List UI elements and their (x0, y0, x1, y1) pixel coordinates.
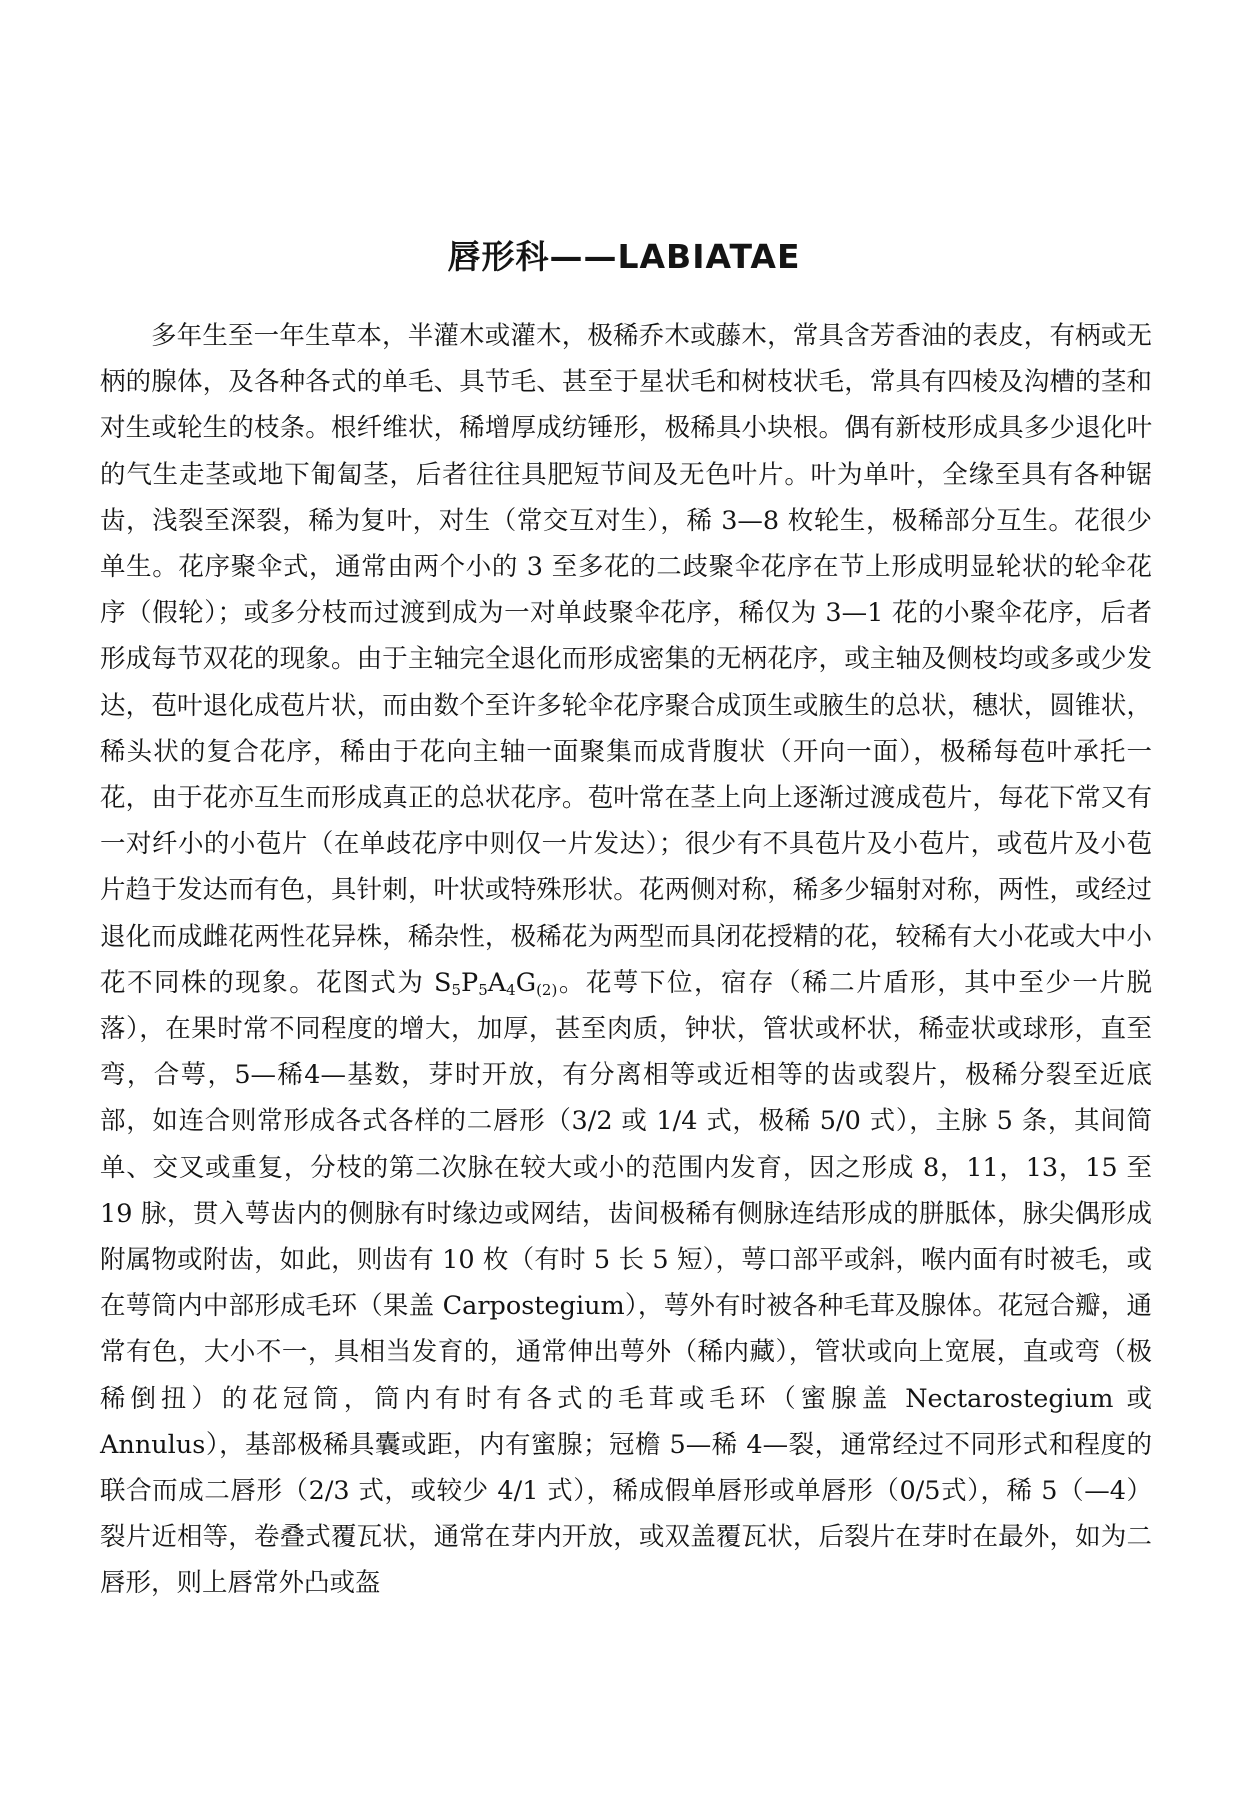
paragraph-text: P (461, 967, 479, 998)
formula-subscript: 5 (451, 980, 462, 999)
paragraph-text: 。花萼下位，宿存（稀二片盾形，其中至少一片脱落），在果时常不同程度的增大，加厚，甚至肉质，钟状，管状或杯状，稀壶状或球形，直至弯，合萼，5—稀4—基数，芽时开放，有分离相等或近相等的齿或裂片，极稀分裂至近底部，如连合则常形成各式各样的二唇形（3/2 或 1/4 式，极稀 5/0 式），主脉 5 条，其间简单、交叉或重复，分枝的第二次脉在较大或小的范围内发育，因之形成 8，11，13，15 至 19 脉，贯入萼齿内的侧脉有时缘边或网结，齿间极稀有侧脉连结形成的胼胝体，脉尖偶形成附属物或附齿，如此，则齿有 10 枚（有时 5 长 5 短），萼口部平或斜，喉内面有时被毛，或在萼筒内中部形成毛环（果盖 Carpostegium），萼外有时被各种毛茸及腺体。花冠合瓣，通常有色，大小不一，具相当发育的，通常伸出萼外（稀内藏），管状或向上宽展，直或弯（极稀倒扭）的花冠筒，筒内有时有各式的毛茸或毛环（蜜腺盖 Nectarostegium 或 Annulus），基部极稀具囊或距，内有蜜腺；冠檐 5—稀 4—裂，通常经过不同形式和程度的联合而成二唇形（2/3 式，或较少 4/1 式），稀成假单唇形或单唇形（0/5式），稀 5（—4）裂片近相等，卷叠式覆瓦状，通常在芽内开放，或双盖覆瓦状，后裂片在芽时在最外，如为二唇形，则上唇常外凸或盔 (100, 967, 1152, 1599)
formula-subscript: 4 (506, 980, 516, 999)
paragraph-text: 多年生至一年生草本，半灌木或灌木，极稀乔木或藤木，常具含芳香油的表皮，有柄或无柄的腺体，及各种各式的单毛、具节毛、甚至于星状毛和树枝状毛，常具有四棱及沟槽的茎和对生或轮生的枝条。根纤维状，稀增厚成纺锤形，极稀具小块根。偶有新枝形成具多少退化叶的气生走茎或地下匍匐茎，后者往往具肥短节间及无色叶片。叶为单叶，全缘至具有各种锯齿，浅裂至深裂，稀为复叶，对生（常交互对生），稀 3—8 枚轮生，极稀部分互生。花很少单生。花序聚伞式，通常由两个小的 3 至多花的二歧聚伞花序在节上形成明显轮状的轮伞花序（假轮）；或多分枝而过渡到成为一对单歧聚伞花序，稀仅为 3—1 花的小聚伞花序，后者形成每节双花的现象。由于主轴完全退化而形成密集的无柄花序，或主轴及侧枝均或多或少发达，苞叶退化成苞片状，而由数个至许多轮伞花序聚合成顶生或腋生的总状，穗状，圆锥状，稀头状的复合花序，稀由于花向主轴一面聚集而成背腹状（开向一面），极稀每苞叶承托一花，由于花亦互生而形成真正的总状花序。苞叶常在茎上向上逐渐过渡成苞片，每花下常又有一对纤小的小苞片（在单歧花序中则仅一片发达）；很少有不具苞片及小苞片，或苞片及小苞片趋于发达而有色，具针刺，叶状或特殊形状。花两侧对称，稀多少辐射对称，两性，或经过退化而成雌花两性花异株，稀杂性，极稀花为两型而具闭花授精的花，较稀有大小花或大中小花不同株的现象。花图式为 S (100, 321, 1152, 998)
formula-subscript: 5 (478, 980, 488, 999)
paragraph-text: G (515, 967, 537, 998)
formula-subscript: (2) (536, 980, 558, 999)
page-title: 唇形科——LABIATAE (447, 237, 801, 276)
body-paragraph (100, 313, 1152, 1607)
paragraph-text: A (487, 967, 507, 998)
